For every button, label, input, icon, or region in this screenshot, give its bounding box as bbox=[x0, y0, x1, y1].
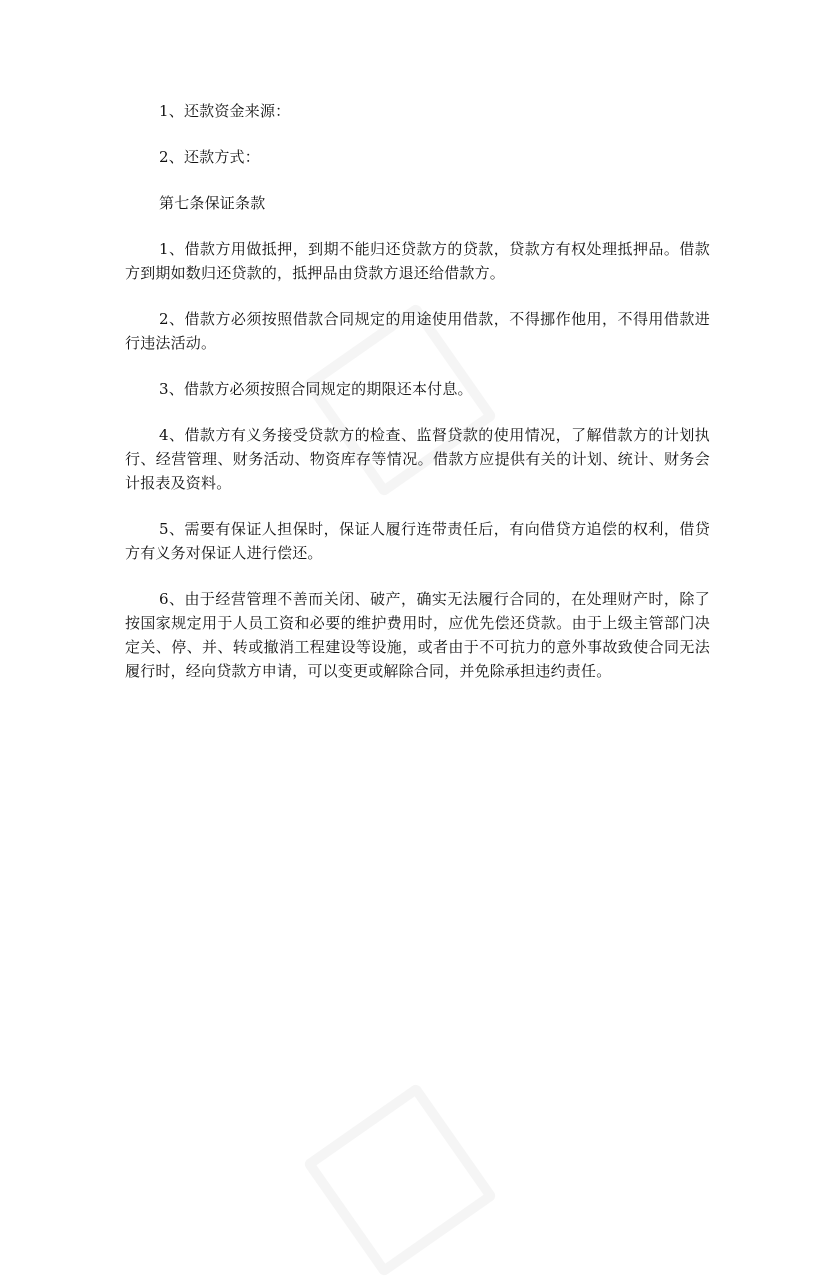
repayment-method: 2、还款方式： bbox=[159, 148, 260, 166]
section-heading: 第七条保证条款 bbox=[159, 194, 266, 212]
clause-paragraph: 3、借款方必须按照合同规定的期限还本付息。 bbox=[159, 380, 473, 398]
clause-paragraph: 6、由于经营管理不善而关闭、破产，确实无法履行合同的，在处理财产时，除了按国家规定用于人员工资和必要的维护费用时，应优先偿还贷款。由于上级主管部门决定关、停、并、转或撤消工程建设等设施，或者由于不可抗力的意外事故致使合同无法履行时，经向贷款方申请，可以变更或解除合同，并免除承担违约责任。 bbox=[125, 590, 710, 680]
watermark-mark bbox=[303, 1083, 498, 1278]
watermark-bottom bbox=[303, 1083, 498, 1278]
repayment-source: 1、还款资金来源： bbox=[159, 102, 291, 120]
clause-paragraph: 1、借款方用做抵押，到期不能归还贷款方的贷款，贷款方有权处理抵押品。借款方到期如数归还贷款的，抵押品由贷款方退还给借款方。 bbox=[125, 240, 710, 282]
clause-paragraph: 5、需要有保证人担保时，保证人履行连带责任后，有向借贷方追偿的权利，借贷方有义务对保证人进行偿还。 bbox=[125, 520, 710, 562]
document-body bbox=[125, 99, 710, 705]
clause-paragraph: 2、借款方必须按照借款合同规定的用途使用借款，不得挪作他用，不得用借款进行违法活动。 bbox=[125, 310, 710, 352]
clause-paragraph: 4、借款方有义务接受贷款方的检查、监督贷款的使用情况，了解借款方的计划执行、经营管理、财务活动、物资库存等情况。借款方应提供有关的计划、统计、财务会计报表及资料。 bbox=[125, 426, 710, 492]
